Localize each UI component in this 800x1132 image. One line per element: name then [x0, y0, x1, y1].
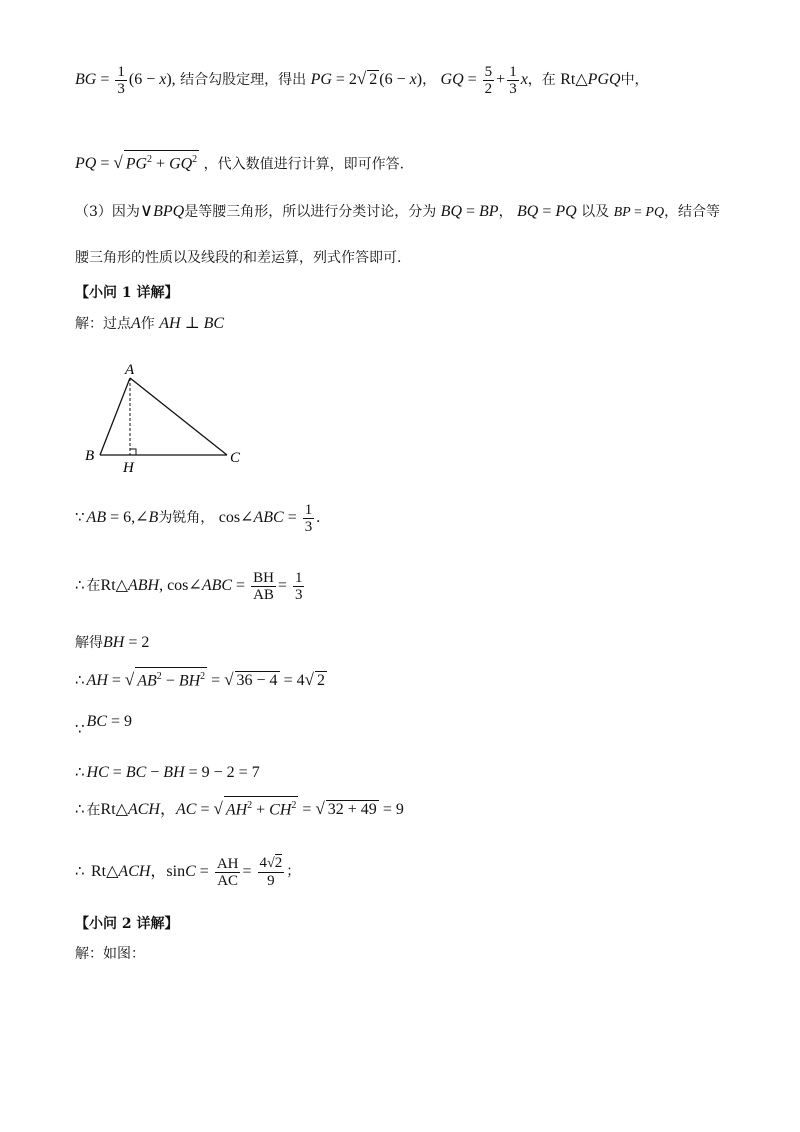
label-b: B [85, 448, 95, 464]
ah-line: ∴ AH = √ $AB^2 - BH^2$ = √ 36 − 4 = 4√ 2 [75, 667, 327, 691]
right-angle-mark [130, 449, 136, 455]
cos-line: ∴ 在Rt△ABH, cos∠ABC = $\frac{BH}{AB}$ = $\frac{1}{3}$ [75, 570, 306, 603]
part3-line-1: （3）因为∨BPQ是等腰三角形，所以进行分类讨论，分为 BQ = BP， BQ = PQ 以及 BP = PQ，结合等 [75, 200, 721, 220]
formula-pq: PQ = √ $PG^2 + GQ^2$ [75, 155, 199, 172]
bc-line: ∵ BC = 9 [75, 713, 133, 738]
bh-line: 解得BH = 2 [75, 634, 150, 651]
case-bp-pq: BP = PQ [613, 205, 665, 220]
label-h: H [123, 460, 134, 475]
analysis-text-a: 结合勾股定理，得出 [180, 72, 307, 89]
formula-ah: AH = √ $AB^2 - BH^2$ = √ 36 − 4 = 4√ 2 [87, 672, 327, 689]
hc-line: ∴ HC = BC − BH = 9 − 2 = 7 [75, 763, 260, 781]
part3-line-2: 腰三角形的性质以及线段的和差运算，列式作答即可. [75, 250, 402, 266]
formula-ab: AB = 6,∠B [86, 509, 159, 527]
formula-bg: BG = $\frac{1}{3}$ (6 − x), [75, 64, 176, 97]
formula-bc: BC = 9 [86, 713, 133, 730]
triangle-figure [75, 360, 275, 475]
q1-solve-intro: 解：过点A作 AH ⊥ BC [75, 315, 225, 332]
analysis-line-2 [75, 150, 404, 174]
formula-hc: HC = BC − BH = 9 − 2 = 7 [86, 764, 260, 781]
formula-pg: PG = 2√ 2 (6 − x) [310, 69, 423, 89]
q2-intro: 解：如图： [75, 946, 145, 962]
q2-heading: 【小问 2 详解】 [75, 916, 179, 932]
ac-line: ∴ 在Rt△ACH，AC = √ $AH^2 + CH^2$ = √ 32 + 49 = 9 [75, 796, 404, 820]
case-bq-bp: BQ = BP [440, 203, 499, 220]
formula-bh: BH = 2 [103, 634, 150, 651]
formula-sin: Rt△ACH，sinC = $\frac{AH}{AC}$ = $\frac{4√2}{9}$ [91, 855, 283, 889]
analysis-text-2: ，代入数值进行计算，即可作答. [203, 156, 405, 173]
formula-cos: cos∠ABC = $\frac{1}{3}$ . [218, 502, 321, 535]
formula-gq: GQ = $\frac{5}{2}$ + $\frac{1}{3}$ x [440, 64, 528, 97]
given-line: ∵ AB = 6,∠B为锐角， cos∠ABC = $\frac{1}{3}$ . [75, 502, 321, 535]
q1-heading: 【小问 1 详解】 [75, 285, 179, 301]
side-ac [130, 378, 227, 455]
case-bq-pq: BQ = PQ [517, 203, 577, 220]
triangle-bpq: ∨BPQ [139, 200, 185, 220]
label-c: C [230, 450, 241, 466]
triangle-pgq: Rt△PGQ [560, 71, 621, 89]
analysis-line-1: BG = $\frac{1}{3}$ (6 − x), 结合勾股定理，得出 PG = 2√ 2 (6 − x)， GQ = $\frac{5}{2}$ + $\frac{1}{3}$ x，在 Rt△PGQ中， [75, 64, 649, 97]
sin-line: ∴ Rt△ACH，sinC = $\frac{AH}{AC}$ = $\frac{4√2}{9}$ ； [75, 855, 301, 889]
formula-ah-perp-bc: AH ⊥ BC [159, 315, 225, 332]
formula-cos-ratio: Rt△ABH, cos∠ABC = $\frac{BH}{AB}$ = $\frac{1}{3}$ [100, 570, 303, 603]
side-ab [100, 378, 130, 455]
label-a: A [125, 362, 135, 378]
formula-ac: Rt△ACH，AC = √ $AH^2 + CH^2$ = √ 32 + 49 = 9 [101, 801, 404, 818]
